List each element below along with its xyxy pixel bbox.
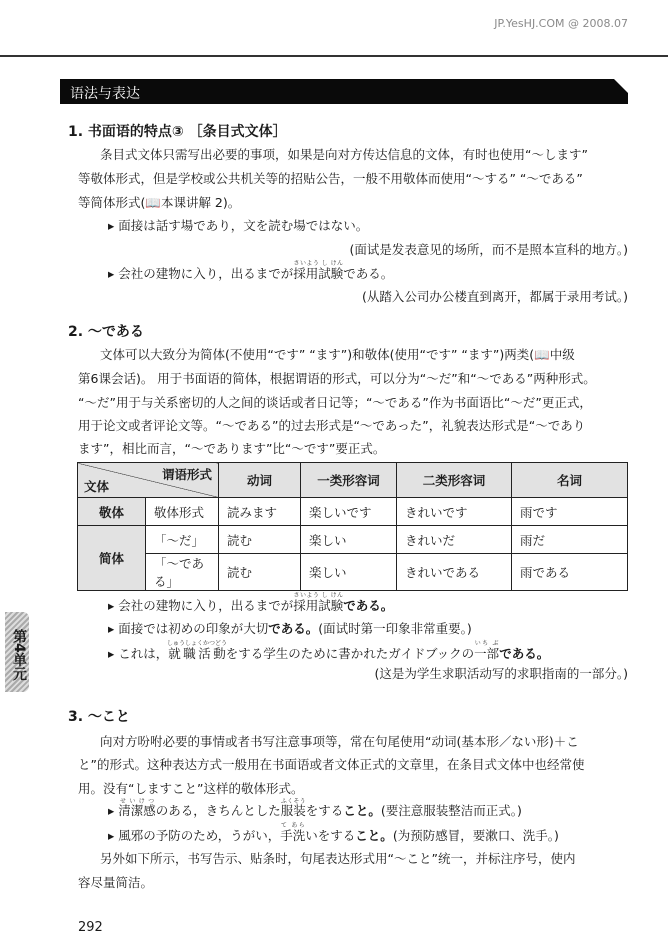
grammar-table: [77, 462, 628, 591]
paragraph-line: 另外如下所示，书写告示、贴条时，句尾表达形式用“～こと”统一，并标注序号，使内: [100, 851, 576, 866]
translation: (这是为学生求职活动写的求职指南的一部分。): [374, 666, 628, 681]
example-sentence: ▸ 清潔感せいけつのある，きちんとした服装ふくそうをすること。(要注意服装整洁而正式。): [108, 798, 522, 818]
column-header: 二类形容词: [397, 463, 512, 498]
section-banner: [60, 79, 628, 104]
example-sentence: ▸ 面接は話す場であり，文を読む場ではない。: [108, 218, 369, 233]
page-number: 292: [78, 920, 103, 935]
paragraph-line: 文体可以大致分为简体(不使用“です” “ます”)和敬体(使用“です” “ます”)两类(📖中级: [100, 347, 575, 362]
paragraph-line: と”的形式。这种表达方式一般用在书面语或者文体正式的文章里，在条目式文体中也经常使: [78, 757, 585, 772]
example-sentence: ▸ 会社の建物に入り，出るまでが採用試験さいよう し けんである。: [108, 592, 394, 613]
folded-corner-icon: [614, 79, 628, 93]
section-3-heading: 3. ～こと: [68, 709, 130, 725]
paragraph-line: ます”，相比而言，“～であります”比“～です”要正式。: [78, 441, 386, 456]
column-header: 名词: [512, 463, 628, 498]
column-header: 一类形容词: [301, 463, 397, 498]
table-corner: 谓语形式 文体: [78, 463, 219, 498]
paragraph-line: 向对方吩咐必要的事情或者书写注意事项等，常在句尾使用“动词(基本形／ない形)＋こ: [100, 734, 579, 749]
paragraph-line: 用。没有“しますこと”这样的敬体形式。: [78, 781, 304, 796]
banner-title: 语法与表达: [70, 86, 140, 102]
example-sentence: ▸ 面接では初めの印象が大切である。(面试时第一印象非常重要。): [108, 621, 472, 636]
section-1-heading: 1. 书面语的特点③ ［条目式文体］: [68, 124, 287, 140]
example-sentence: ▸ 会社の建物に入り，出るまでが採用試験さいよう し けんである。: [108, 260, 394, 281]
column-header: 动词: [219, 463, 301, 498]
header-rule: [0, 55, 668, 57]
paragraph-line: 容尽量简洁。: [78, 875, 154, 890]
table-row: 「～である」 読む 楽しい きれいである 雨である: [78, 554, 628, 591]
translation: (从踏入公司办公楼直到离开，都属于录用考试。): [361, 289, 628, 304]
unit-side-tab: 第4单元: [5, 612, 29, 692]
paragraph-line: 条目式文体只需写出必要的事项，如果是向对方传达信息的文体，有时也使用“～します”: [100, 147, 588, 162]
paragraph-line: “～だ”用于与关系密切的人之间的谈话或者日记等；“～である”作为书面语比“～だ”更正式，: [78, 395, 592, 410]
paragraph-line: 等简体形式(📖本课讲解 2)。: [78, 195, 241, 210]
watermark: JP.YesHJ.COM @ 2008.07: [494, 17, 628, 30]
paragraph-line: 第6课会话)。 用于书面语的简体，根据谓语的形式，可以分为“～だ”和“～である”两种形式。: [78, 371, 596, 386]
table-row: 简体 「～だ」 読む 楽しい きれいだ 雨だ: [78, 526, 628, 554]
paragraph-line: 用于论文或者评论文等。“～である”的过去形式是“～であった”，礼貌表达形式是“～であり: [78, 418, 586, 433]
paragraph-line: 等敬体形式，但是学校或公共机关等的招贴公告，一般不用敬体而使用“～する” “～である”: [78, 171, 583, 186]
table-row: 敬体 敬体形式 読みます 楽しいです きれいです 雨です: [78, 498, 628, 526]
example-sentence: ▸ 風邪の予防のため，うがい，手洗て あらいをすること。(为预防感冒，要漱口、洗手。): [108, 822, 559, 843]
section-2-heading: 2. ～である: [68, 324, 144, 340]
example-sentence: ▸ これは，就職活動しゅうしょくかつどうをする学生のために書かれたガイドブックの一部いち ぶである。: [108, 640, 550, 661]
translation: (面试是发表意见的场所，而不是照本宣科的地方。): [349, 242, 628, 257]
